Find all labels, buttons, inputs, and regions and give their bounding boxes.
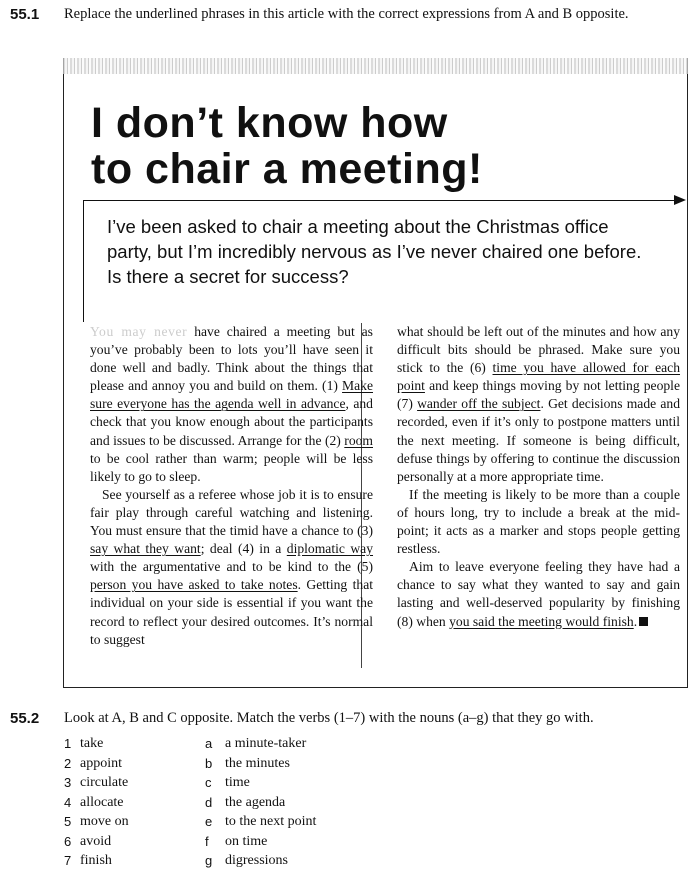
end-square-icon [639,617,648,626]
exercise-number: 55.1 [10,6,40,23]
underlined-phrase-7: wander off the subject [417,396,541,412]
underlined-phrase-3: say what they want [90,541,201,557]
list-item: 3 circulate [64,775,129,790]
intro-bracket [83,200,84,322]
article [63,58,688,688]
exercise-instruction: Look at A, B and C opposite. Match the verbs (1–7) with the nouns (a–g) that they go with. [64,710,594,726]
underlined-phrase-2: room [344,432,373,448]
exercise-number: 55.2 [10,710,40,727]
list-item: 7 finish [64,853,112,868]
list-item: f on time [205,833,268,849]
article-column-1 [90,323,373,649]
paragraph: See yourself as a referee whose job it is to ensure fair play through careful watching and listening. You must ensure that the timid have a chance to (3) say what they want; deal (4) in a diplomatic way with the argumentative and to be kind to the (5) person you have asked to take notes. Getting that individual on your side is essential if you want the record to reflect your desired outcomes. It’s normal to suggest [90,486,374,647]
list-item: 6 avoid [64,833,112,849]
list-item: b the minutes [205,755,290,771]
article-headline [91,100,681,192]
verb-list [64,734,194,871]
underlined-phrase-1: Make sure everyone has the agenda well in advance [90,378,373,412]
article-column-2 [397,323,680,631]
arrow-line [83,200,681,201]
list-item: d the agenda [205,794,286,810]
list-item: a a minute-taker [205,736,307,751]
list-item: 1 take [64,736,104,751]
underlined-phrase-6: time you have allowed for each point [397,360,681,394]
exercise-instruction: Replace the underlined phrases in this article with the correct expressions from A and B opposite. [64,6,629,22]
underlined-phrase-4: diplomatic way [286,541,374,557]
torn-paper-edge [63,58,688,74]
list-item: e to the next point [205,814,317,829]
paragraph: If the meeting is likely to be more than a couple of hours long, try to include a break at the mid-point; it acts as a marker and stops people getting restless. [397,486,680,557]
list-item: 4 allocate [64,794,124,810]
paragraph: what should be left out of the minutes and how any difficult bits should be phrased. Make sure you stick to the (6) time you have allowed for each point and keep things moving by not letting people (7) wander off the subject. Get decisions made and recorded, even if it’s only to postpone matters until the next meeting. If someone is being difficult, defuse things by offering to continue the discussion personally at a more appropriate time. [397,324,681,484]
paragraph: You may never have chaired a meeting but as you’ve probably been to lots you’ll have seen it done well and badly. Think about the things that please and annoy you and build on them. (1) Make sure everyone has the agenda well in advance, and check that you know enough about the participants and issues to be discussed. Arrange for the (2) room to be cool rather than warm; people will be less likely to go to sleep. [90,324,373,484]
list-item: 2 appoint [64,755,122,771]
headline-line-1: I don’t know how [91,99,448,147]
arrow-head-icon [674,195,686,205]
headline-line-2: to chair a meeting! [91,145,483,193]
underlined-phrase-5: person you have asked to take notes [90,577,298,593]
list-item: 5 move on [64,814,129,829]
list-item: g digressions [205,853,288,868]
list-item: c time [205,775,250,790]
noun-list [205,734,505,871]
article-intro: I’ve been asked to chair a meeting about the Christmas office party, but I’m incredibly nervous as I’ve never chaired one before. Is there a secret for success? [107,216,642,287]
paragraph: Aim to leave everyone feeling they have had a chance to say what they wanted to say and gain lasting and well-deserved popularity by finishing (8) when you said the meeting would finish. [397,559,680,629]
faded-text: You may never [90,324,188,339]
underlined-phrase-8: you said the meeting would finish [449,613,634,629]
